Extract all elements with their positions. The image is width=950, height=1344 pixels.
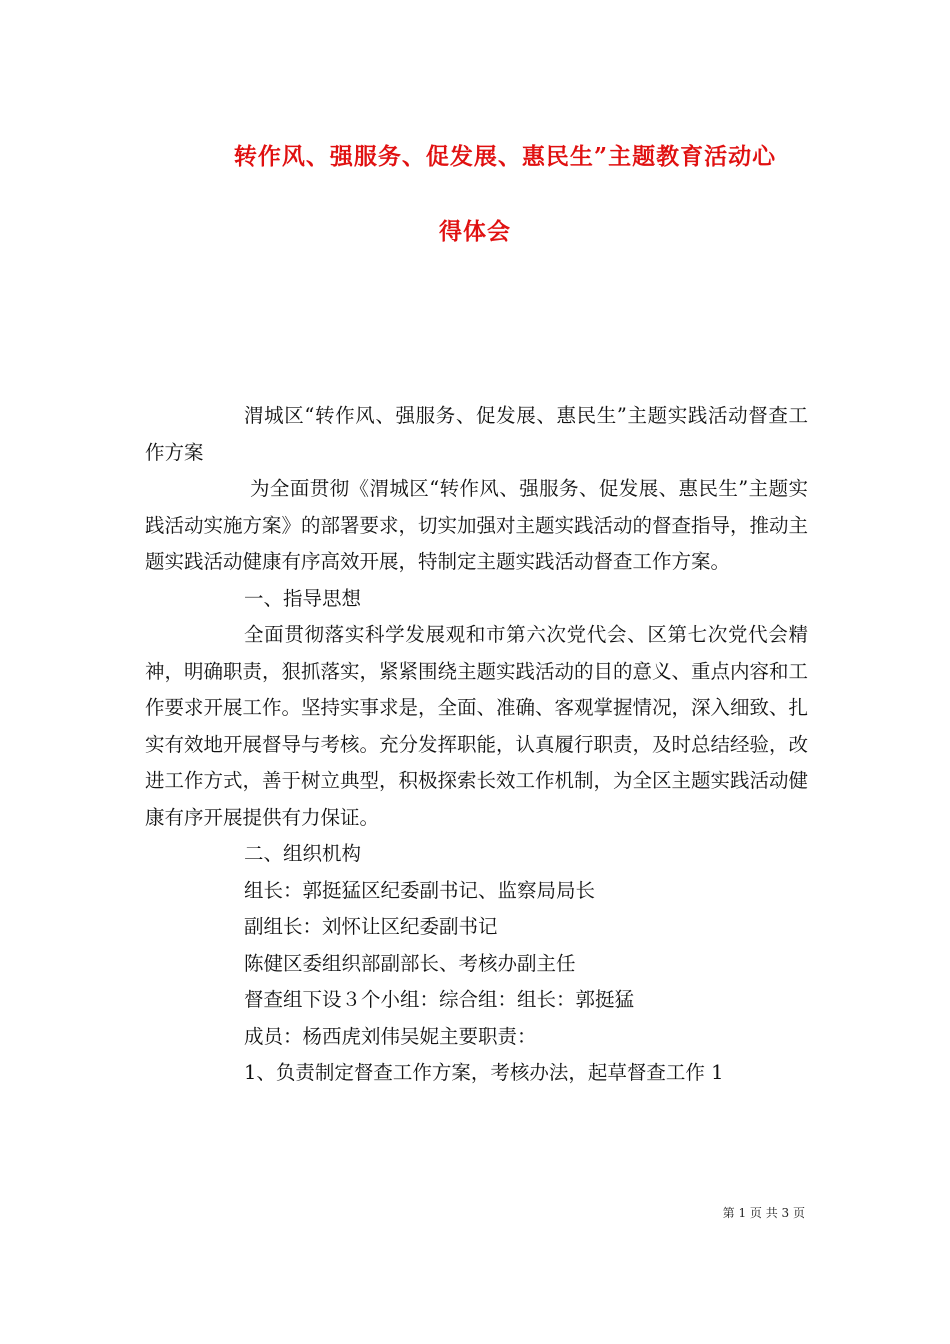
deputy-leader-line: 副组长：刘怀让区纪委副书记 [244,915,498,938]
subgroups-line: 督查组下设３个小组：综合组：组长：郭挺猛 [244,988,635,1011]
document-body [145,398,808,1092]
leader-line: 组长：郭挺猛区纪委副书记、监察局局长 [244,878,596,902]
member-chen-line: 陈健区委组织部副部长、考核办副主任 [244,951,576,975]
duty-item-1: 1、负责制定督查工作方案，考核办法，起草督查工作 1 [244,1061,724,1084]
guiding-ideology-paragraph: 全面贯彻落实科学发展观和市第六次党代会、区第七次党代会精神，明确职责，狠抓落实，紧紧围绕主题实践活动的目的意义、重点内容和工作要求开展工作。坚持实事求是，全面、准确、客观掌握情况，深入细致、扎实有效地开展督导与考核。充分发挥职能，认真履行职责，及时总结经验，改进工作方式，善于树立典型，积极探索长效工作机制，为全区主题实践活动健康有序开展提供有力保证。 [145,623,809,829]
document-title-line-2: 得体会 [439,218,511,245]
intro-paragraph: 为全面贯彻《渭城区“转作风、强服务、促发展、惠民生”主题实践活动实施方案》的部署要求，切实加强对主题实践活动的督查指导，推动主题实践活动健康有序高效开展，特制定主题实践活动督查工作方案。 [145,477,809,573]
section-heading-organization: 二、组织机构 [244,842,362,865]
page-footer: 第 1 页 共 3 页 [722,1206,805,1220]
section-heading-guiding-ideology: 一、指导思想 [244,586,362,610]
members-line: 成员：杨西虎刘伟吴妮主要职责： [244,1024,537,1048]
plan-heading-paragraph: 渭城区“转作风、强服务、促发展、惠民生”主题实践活动督查工作方案 [145,404,808,464]
document-title-line-1: 转作风、强服务、促发展、惠民生”主题教育活动心 [233,143,777,170]
